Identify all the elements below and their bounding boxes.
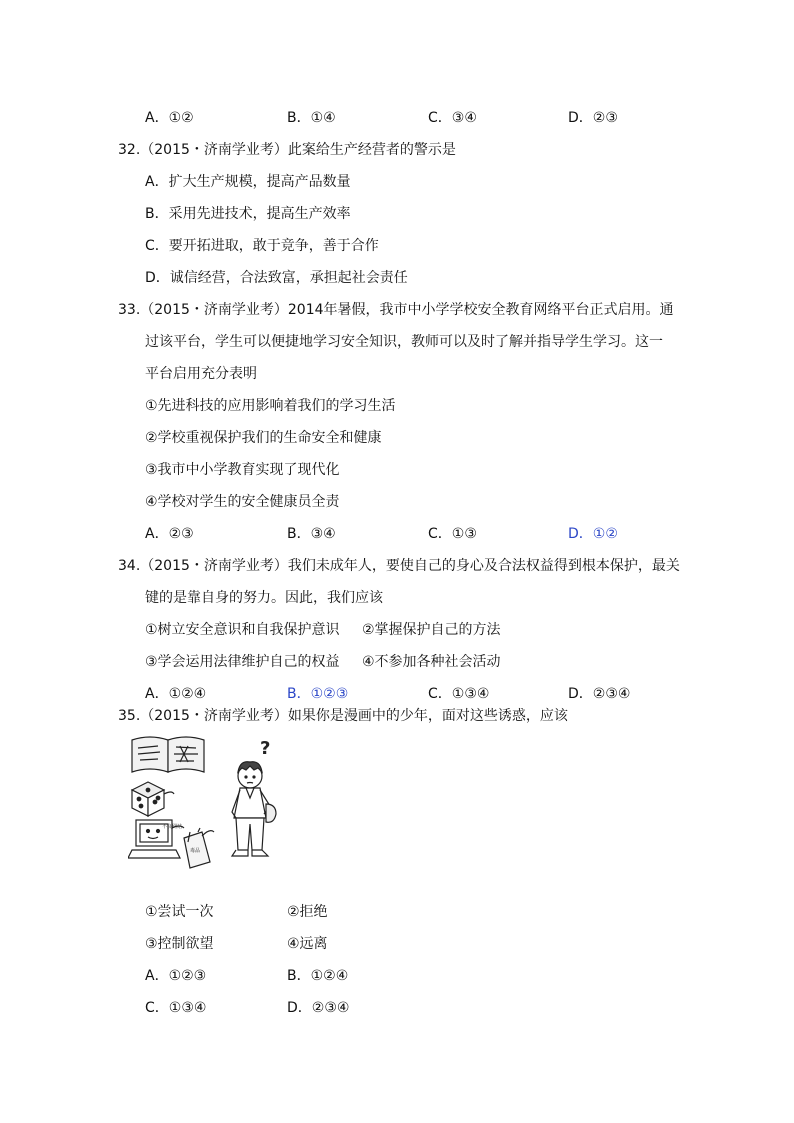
q33-stem-line-3: 平台启用充分表明 (145, 366, 257, 382)
q33-item-2: ②学校重视保护我们的生命安全和健康 (145, 430, 382, 446)
q35-stem: 35.（2015・济南学业考）如果你是漫画中的少年，面对这些诱惑，应该 (118, 708, 568, 724)
q35-item-1: ①尝试一次 (145, 904, 214, 920)
q32-option-d: D．诚信经营，合法致富，承担起社会责任 (145, 270, 408, 286)
screen-label: 不良网站 (162, 824, 183, 830)
boy-figure (232, 762, 276, 856)
q32-option-a: A．扩大生产规模，提高产品数量 (145, 174, 351, 190)
q33-item-1: ①先进科技的应用影响着我们的学习生活 (145, 398, 396, 414)
q33-item-3: ③我市中小学教育实现了现代化 (145, 462, 340, 478)
q33-option-d: D．①② (568, 526, 618, 542)
question-mark: ? (260, 738, 271, 759)
q35-option-d: D．②③④ (287, 1000, 350, 1016)
q32-option-c: C．要开拓进取，敢于竞争，善于合作 (145, 238, 379, 254)
temptation-cartoon (128, 732, 298, 872)
q34-option-a: A．①②④ (145, 686, 207, 702)
q32-option-b: B．采用先进技术，提高生产效率 (145, 206, 351, 222)
q33-option-a: A．②③ (145, 526, 194, 542)
q33-stem-line-2: 过该平台，学生可以便捷地学习安全知识，教师可以及时了解并指导学生学习。这一 (145, 334, 663, 350)
q34-option-b: B．①②③ (287, 686, 349, 702)
q31-option-b: B．①④ (287, 110, 336, 126)
bag-label: 毒品 (190, 848, 201, 854)
dice-icon (132, 782, 174, 816)
q35-option-b: B．①②④ (287, 968, 349, 984)
q34-item-2: ②掌握保护自己的方法 (362, 622, 501, 638)
book-icon (132, 737, 204, 772)
q33-item-4: ④学校对学生的安全健康员全责 (145, 494, 340, 510)
q34-stem-line-1: 34.（2015・济南学业考）我们未成年人，要使自己的身心及合法权益得到根本保护，最关 (118, 558, 680, 574)
q31-option-a: A．①② (145, 110, 194, 126)
q31-option-c: C．③④ (428, 110, 477, 126)
q33-stem-line-1: 33.（2015・济南学业考）2014年暑假，我市中小学学校安全教育网络平台正式启用。通 (118, 302, 674, 318)
q34-option-d: D．②③④ (568, 686, 631, 702)
q35-item-2: ②拒绝 (287, 904, 328, 920)
q33-option-c: C．①③ (428, 526, 477, 542)
q34-item-1: ①树立安全意识和自我保护意识 (145, 622, 340, 638)
q31-option-d: D．②③ (568, 110, 618, 126)
q33-option-b: B．③④ (287, 526, 336, 542)
q34-item-4: ④不参加各种社会活动 (362, 654, 501, 670)
q35-item-4: ④远离 (287, 936, 328, 952)
q34-stem-line-2: 键的是靠自身的努力。因此，我们应该 (145, 590, 383, 606)
q34-option-c: C．①③④ (428, 686, 490, 702)
q35-option-c: C．①③④ (145, 1000, 207, 1016)
q34-item-3: ③学会运用法律维护自己的权益 (145, 654, 340, 670)
q32-stem: 32.（2015・济南学业考）此案给生产经营者的警示是 (118, 142, 456, 158)
q35-item-3: ③控制欲望 (145, 936, 214, 952)
q35-option-a: A．①②③ (145, 968, 207, 984)
